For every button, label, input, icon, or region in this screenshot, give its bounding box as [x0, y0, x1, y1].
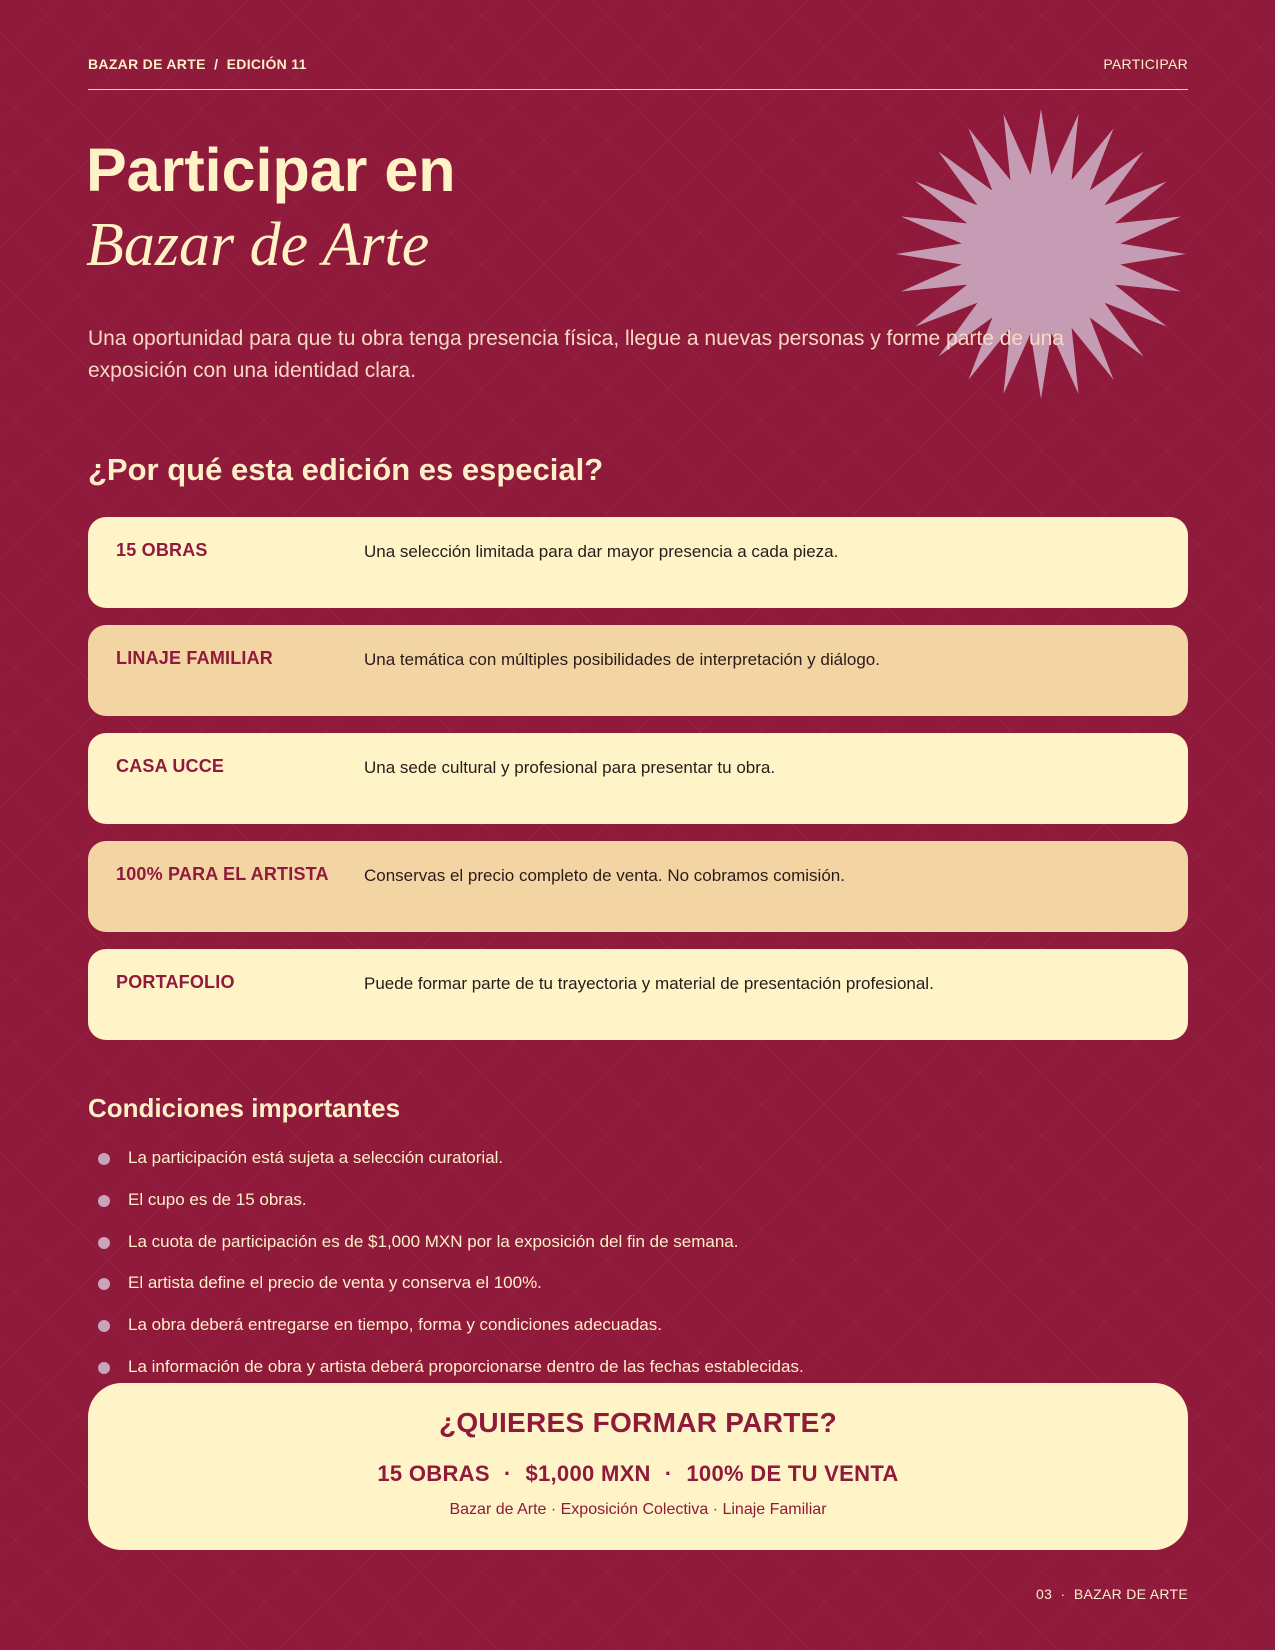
condition-text: La información de obra y artista deberá proporcionarse dentro de las fechas establecidas.: [128, 1356, 804, 1376]
feature-card-label: 100% PARA EL ARTISTA: [116, 864, 329, 884]
bullet-dot-icon: [98, 1362, 110, 1374]
why-heading: ¿Por qué esta edición es especial?: [88, 452, 604, 487]
cta-stat-fee: $1,000 MXN: [525, 1461, 651, 1486]
feature-card-text: Puede formar parte de tu trayectoria y material de presentación profesional.: [364, 974, 934, 993]
bullet-dot-icon: [98, 1278, 110, 1290]
feature-card-text: Conservas el precio completo de venta. No cobramos comisión.: [364, 866, 845, 885]
feature-card: [88, 949, 1188, 1040]
list-item: [98, 1315, 804, 1357]
feature-card-label: LINAJE FAMILIAR: [116, 648, 274, 668]
condition-text: La participación está sujeta a selección curatorial.: [128, 1148, 504, 1167]
page-title: Participar en: [86, 136, 456, 204]
bullet-dot-icon: [98, 1320, 110, 1332]
feature-card: [88, 841, 1188, 932]
feature-card-label: PORTAFOLIO: [116, 972, 235, 992]
cta-separator: ·: [664, 1461, 673, 1486]
list-item: [98, 1273, 804, 1315]
conditions-list: [98, 1148, 804, 1399]
page-title-italic: Bazar de Arte: [86, 211, 430, 279]
feature-card-text: Una temática con múltiples posibilidades de interpretación y diálogo.: [364, 650, 880, 669]
bullet-dot-icon: [98, 1237, 110, 1249]
cta-separator: ·: [503, 1461, 512, 1486]
page-footer: 03 · BAZAR DE ARTE: [1035, 1586, 1188, 1602]
feature-card-text: Una sede cultural y profesional para presentar tu obra.: [364, 758, 776, 777]
feature-card: [88, 625, 1188, 716]
bullet-dot-icon: [98, 1195, 110, 1207]
cta-stat-obras: 15 OBRAS: [377, 1461, 490, 1486]
bullet-dot-icon: [98, 1153, 110, 1165]
intro-paragraph: Una oportunidad para que tu obra tenga presencia física, llegue a nuevas personas y forme parte de una exposición con una identidad clara.: [88, 327, 1064, 382]
list-item: [98, 1232, 804, 1274]
cta-stat-sale: 100% DE TU VENTA: [686, 1461, 899, 1486]
cta-stats: [88, 1461, 1188, 1487]
feature-card-label: 15 OBRAS: [116, 540, 208, 560]
condition-text: El artista define el precio de venta y conserva el 100%.: [128, 1273, 542, 1293]
condition-text: El cupo es de 15 obras.: [128, 1189, 307, 1209]
feature-card-label: CASA UCCE: [116, 756, 225, 776]
cta-footer: Bazar de Arte · Exposición Colectiva · Linaje Familiar: [449, 1501, 827, 1518]
condition-text: La cuota de participación es de $1,000 MXN por la exposición del fin de semana.: [128, 1231, 739, 1251]
feature-cards: [88, 517, 1188, 1057]
feature-card: [88, 517, 1188, 608]
feature-card: [88, 733, 1188, 824]
list-item: [98, 1190, 804, 1232]
conditions-heading: Condiciones importantes: [88, 1093, 401, 1123]
header-breadcrumb: BAZAR DE ARTE / EDICIÓN 11: [88, 56, 307, 72]
header-bar: [88, 56, 1188, 90]
cta-question: ¿QUIERES FORMAR PARTE?: [438, 1407, 838, 1438]
cta-box: [88, 1383, 1188, 1550]
header-section-link[interactable]: PARTICIPAR: [1103, 56, 1188, 72]
feature-card-text: Una selección limitada para dar mayor presencia a cada pieza.: [364, 542, 839, 561]
list-item: [98, 1148, 804, 1190]
condition-text: La obra deberá entregarse en tiempo, forma y condiciones adecuadas.: [128, 1315, 662, 1335]
